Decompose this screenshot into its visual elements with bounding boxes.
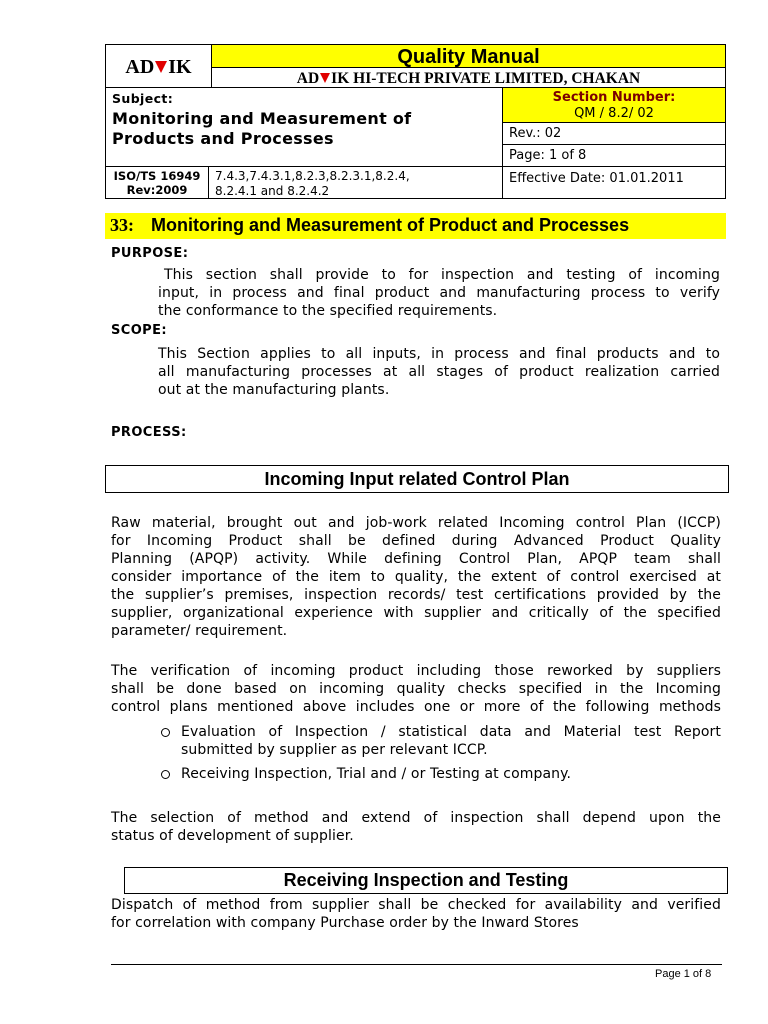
scope-text: This Section applies to all inputs, in process and final products and to all manufacturing processes at all stages of product realization carried out at the manufacturing plants. bbox=[158, 346, 720, 398]
section-number-label: Section Number: bbox=[552, 90, 676, 105]
subject-title-line1: Monitoring and Measurement of bbox=[112, 109, 412, 128]
section-number-heading: 33: bbox=[110, 215, 134, 235]
subject-title-line2: Products and Processes bbox=[112, 129, 334, 148]
logo-triangle-icon bbox=[320, 73, 330, 83]
bullet-circle-icon bbox=[161, 770, 170, 779]
page-cell bbox=[502, 144, 726, 167]
footer-page-number: Page 1 of 8 bbox=[655, 968, 712, 980]
subject-cell bbox=[105, 87, 503, 167]
purpose-label: PURPOSE: bbox=[111, 246, 189, 261]
document-header bbox=[105, 44, 726, 196]
logo-triangle-icon bbox=[155, 61, 167, 73]
bullet-item-2: Receiving Inspection, Trial and / or Testing at company. bbox=[181, 766, 572, 782]
process-label: PROCESS: bbox=[111, 425, 187, 440]
revision: Rev.: 02 bbox=[509, 126, 562, 141]
company-logo: AD IK bbox=[105, 44, 212, 88]
incoming-control-plan-heading: Incoming Input related Control Plan bbox=[105, 465, 729, 493]
iso-cell bbox=[105, 166, 209, 199]
effective-date-cell bbox=[502, 166, 726, 199]
section-number: QM / 8.2/ 02 bbox=[574, 106, 654, 121]
receiving-inspection-heading: Receiving Inspection and Testing bbox=[124, 867, 728, 894]
company-name: AD IK HI-TECH PRIVATE LIMITED, CHAKAN bbox=[211, 67, 726, 88]
bullet-circle-icon bbox=[161, 728, 170, 737]
effective-date: Effective Date: 01.01.2011 bbox=[509, 171, 684, 186]
incoming-paragraph-3: The selection of method and extend of inspection shall depend upon the status of development of supplier. bbox=[111, 810, 721, 844]
clauses-line2: 8.2.4.1 and 8.2.4.2 bbox=[215, 184, 330, 198]
iso-standard: ISO/TS 16949 bbox=[113, 169, 201, 183]
scope-label: SCOPE: bbox=[111, 323, 167, 338]
clauses-cell bbox=[208, 166, 503, 199]
footer-divider bbox=[111, 964, 722, 965]
incoming-paragraph-1: Raw material, brought out and job-work related Incoming control Plan (ICCP) for Incoming Product shall be defined during Advanced Product Quality Planning (APQP) activity. While defining Control Plan, APQP team shall consider importance of the item to quality, the extent of control exercised at the supplier’s premises, inspection records/ test certifications provided by the supplier, organizational experience with supplier and critically of the specified parameter/ requirement. bbox=[111, 515, 721, 639]
purpose-text: This section shall provide to for inspection and testing of incoming input, in process and final product and manufacturing process to verify the conformance to the specified requirements. bbox=[158, 267, 720, 319]
clauses-line1: 7.4.3,7.4.3.1,8.2.3,8.2.3.1,8.2.4, bbox=[215, 169, 410, 183]
section-heading bbox=[105, 213, 726, 239]
iso-revision: Rev:2009 bbox=[126, 183, 188, 197]
bullet-item-1: Evaluation of Inspection / statistical data and Material test Report submitted by supplier as per relevant ICCP. bbox=[181, 724, 721, 758]
incoming-paragraph-2: The verification of incoming product including those reworked by suppliers shall be done based on incoming quality checks specified in the Incoming control plans mentioned above includes one or more of the following methods bbox=[111, 663, 721, 715]
manual-title: Quality Manual bbox=[211, 44, 726, 68]
revision-cell bbox=[502, 122, 726, 145]
section-number-cell bbox=[502, 87, 726, 123]
section-title: Monitoring and Measurement of Product and Processes bbox=[151, 215, 630, 235]
subject-label: Subject: bbox=[112, 91, 174, 106]
page-count: Page: 1 of 8 bbox=[509, 148, 587, 163]
receiving-paragraph: Dispatch of method from supplier shall be checked for availability and verified for correlation with company Purchase order by the Inward Stores bbox=[111, 897, 721, 931]
